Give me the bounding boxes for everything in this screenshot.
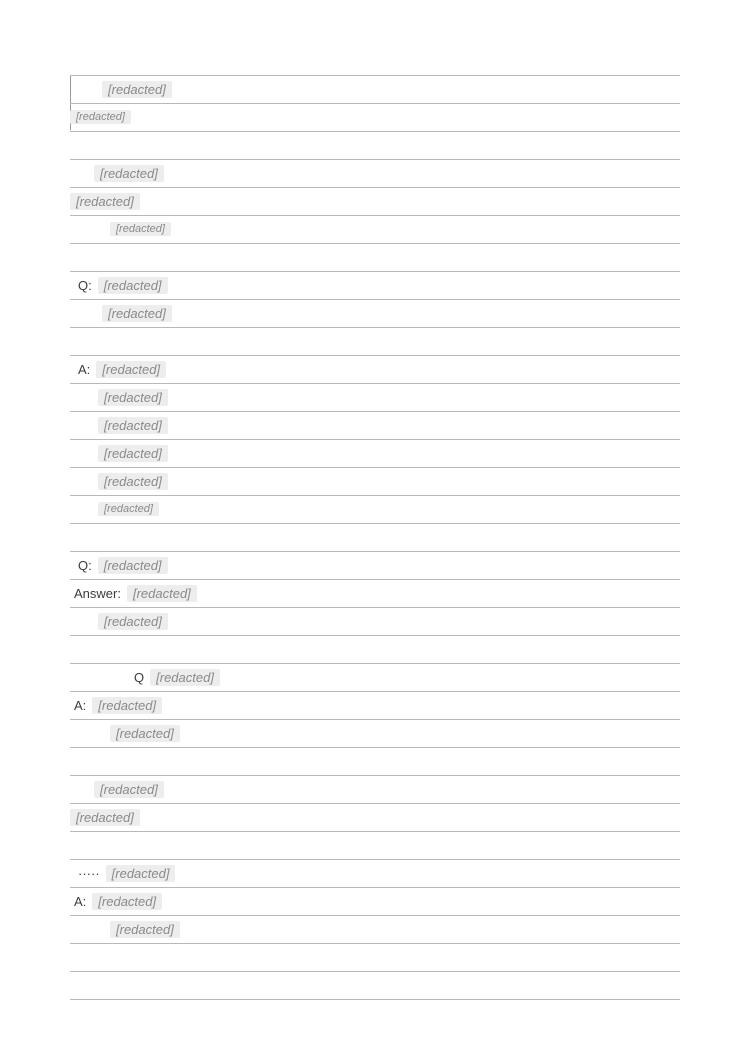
document-line	[70, 888, 680, 916]
document-line	[70, 804, 680, 832]
qa-prefix: Q:	[78, 278, 92, 293]
qa-prefix: Answer:	[74, 586, 121, 601]
redacted-text: [redacted]	[98, 557, 168, 574]
qa-prefix: Q	[134, 670, 145, 685]
redacted-text: [redacted]	[98, 473, 168, 490]
redacted-text: [redacted]	[127, 585, 197, 602]
redacted-text: [redacted]	[102, 305, 172, 322]
document-line	[70, 384, 680, 412]
document-line	[70, 468, 680, 496]
document-line	[70, 664, 680, 692]
blank-line	[70, 832, 680, 860]
document-line	[70, 104, 680, 132]
document-line	[70, 916, 680, 944]
qa-prefix: Q:	[78, 558, 92, 573]
document-line	[70, 608, 680, 636]
redacted-text: [redacted]	[94, 781, 164, 798]
document-line	[70, 412, 680, 440]
blank-line	[70, 972, 680, 1000]
document-line	[70, 300, 680, 328]
document-line	[70, 356, 680, 384]
redacted-text: [redacted]	[96, 361, 166, 378]
redacted-text: [redacted]	[98, 417, 168, 434]
document-line	[70, 692, 680, 720]
document-line	[70, 580, 680, 608]
blank-line	[70, 328, 680, 356]
document-line	[70, 188, 680, 216]
document-line	[70, 720, 680, 748]
redacted-text: [redacted]	[98, 445, 168, 462]
redacted-text: [redacted]	[98, 389, 168, 406]
redacted-text: [redacted]	[92, 697, 162, 714]
document-line	[70, 776, 680, 804]
document-line	[70, 440, 680, 468]
redacted-text: [redacted]	[110, 725, 180, 742]
redacted-text: [redacted]	[70, 110, 131, 124]
redacted-text: [redacted]	[98, 613, 168, 630]
document-line	[70, 496, 680, 524]
redacted-text: [redacted]	[150, 669, 220, 686]
qa-prefix: A:	[74, 894, 87, 909]
transcript-sheet	[70, 75, 680, 1000]
document-line	[70, 216, 680, 244]
blank-line	[70, 244, 680, 272]
document-line	[70, 76, 680, 104]
document-line	[70, 860, 680, 888]
blank-line	[70, 636, 680, 664]
redacted-text: [redacted]	[110, 222, 171, 236]
blank-line	[70, 524, 680, 552]
redacted-text: [redacted]	[94, 165, 164, 182]
qa-prefix: A:	[74, 698, 87, 713]
redacted-text: [redacted]	[98, 277, 168, 294]
redacted-text: [redacted]	[70, 193, 140, 210]
document-line	[70, 552, 680, 580]
blank-line	[70, 748, 680, 776]
redacted-text: [redacted]	[70, 809, 140, 826]
blank-line	[70, 944, 680, 972]
redacted-text: [redacted]	[98, 502, 159, 516]
redacted-text: [redacted]	[92, 893, 162, 910]
qa-prefix: ·····	[78, 866, 100, 881]
qa-prefix: A:	[78, 362, 91, 377]
redacted-text: [redacted]	[106, 865, 176, 882]
redacted-text: [redacted]	[110, 921, 180, 938]
blank-line	[70, 132, 680, 160]
document-line	[70, 160, 680, 188]
document-line	[70, 272, 680, 300]
redacted-text: [redacted]	[102, 81, 172, 98]
